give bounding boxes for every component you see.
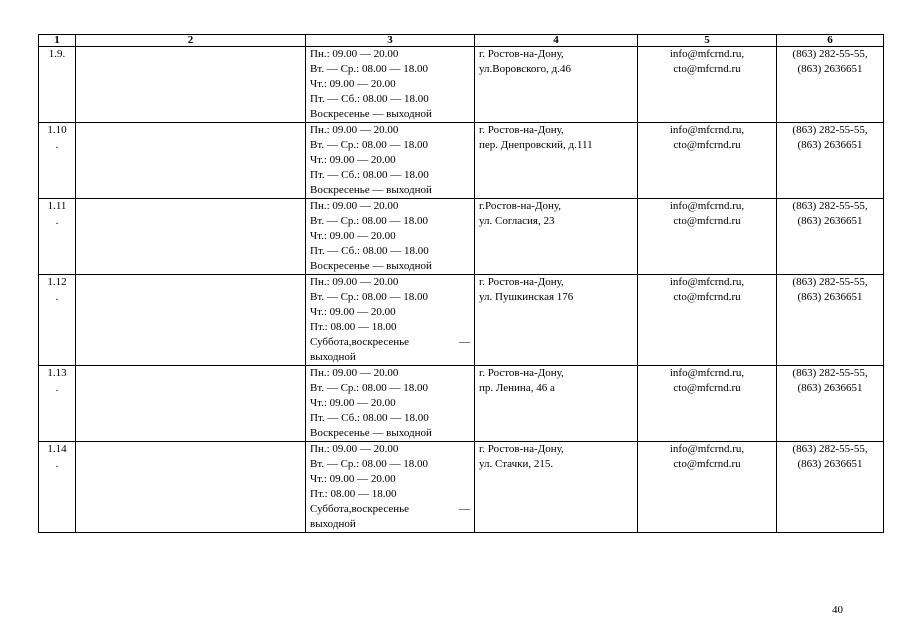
row-number-cell (39, 123, 76, 199)
email-cell (638, 275, 777, 366)
header-row (39, 35, 884, 47)
schedule-line: Чт.: 09.00 — 20.00 (310, 473, 396, 485)
row-number: . (55, 382, 59, 394)
phone-line: (863) 2636651 (797, 139, 863, 151)
column-header-5: 5 (638, 35, 777, 47)
email-line: info@mfcrnd.ru, (669, 48, 745, 60)
schedule-cell (306, 366, 475, 442)
column-header-1: 1 (39, 35, 76, 47)
address-line: г. Ростов-на-Дону, (479, 124, 564, 136)
table-row (39, 366, 884, 442)
row-number: 1.10 (47, 124, 67, 136)
address-cell (475, 123, 638, 199)
row-number: 1.9. (48, 48, 66, 60)
row-number: . (55, 215, 59, 227)
offices-table (38, 34, 884, 533)
phone-cell (777, 123, 884, 199)
schedule-line: Пн.: 09.00 — 20.00 (310, 367, 399, 379)
phone-line: (863) 282-55-55, (792, 276, 868, 288)
column-header-4: 4 (475, 35, 638, 47)
schedule-line: Чт.: 09.00 — 20.00 (310, 154, 396, 166)
address-line: ул.Воровского, д.46 (479, 63, 571, 75)
schedule-line: Пн.: 09.00 — 20.00 (310, 276, 399, 288)
table-row (39, 442, 884, 533)
email-cell (638, 442, 777, 533)
table-body (39, 47, 884, 533)
phone-line: (863) 2636651 (797, 291, 863, 303)
name-cell (76, 199, 306, 275)
schedule-line: Вт. — Ср.: 08.00 — 18.00 (310, 291, 428, 303)
address-line: г. Ростов-на-Дону, (479, 443, 564, 455)
schedule-line: Вт. — Ср.: 08.00 — 18.00 (310, 458, 428, 470)
schedule-line: Чт.: 09.00 — 20.00 (310, 306, 396, 318)
table-row (39, 275, 884, 366)
phone-line: (863) 2636651 (797, 458, 863, 470)
column-header-2: 2 (76, 35, 306, 47)
row-number-cell (39, 47, 76, 123)
address-line: ул. Стачки, 215. (479, 458, 554, 470)
schedule-text: Суббота,воскресенье (310, 336, 409, 348)
schedule-line: Пн.: 09.00 — 20.00 (310, 200, 399, 212)
address-cell (475, 47, 638, 123)
schedule-line: Воскресенье — выходной (310, 108, 432, 120)
row-number: 1.12 (47, 276, 67, 288)
schedule-line: Пн.: 09.00 — 20.00 (310, 443, 399, 455)
email-line: cto@mfcrnd.ru (673, 63, 741, 75)
schedule-line: Пт. — Сб.: 08.00 — 18.00 (310, 245, 429, 257)
email-line: cto@mfcrnd.ru (673, 139, 741, 151)
phone-cell (777, 366, 884, 442)
name-cell (76, 47, 306, 123)
row-number: 1.14 (47, 443, 67, 455)
email-line: cto@mfcrnd.ru (673, 215, 741, 227)
schedule-line: Пн.: 09.00 — 20.00 (310, 124, 399, 136)
address-line: пр. Ленина, 46 а (479, 382, 555, 394)
schedule-line: Пт. — Сб.: 08.00 — 18.00 (310, 412, 429, 424)
table-row (39, 47, 884, 123)
email-line: cto@mfcrnd.ru (673, 382, 741, 394)
row-number: 1.13 (47, 367, 67, 379)
schedule-cell (306, 275, 475, 366)
name-cell (76, 366, 306, 442)
phone-cell (777, 199, 884, 275)
table-row (39, 123, 884, 199)
row-number-cell (39, 366, 76, 442)
schedule-line: Вт. — Ср.: 08.00 — 18.00 (310, 382, 428, 394)
column-header-3: 3 (306, 35, 475, 47)
address-line: г. Ростов-на-Дону, (479, 367, 564, 379)
row-number: . (55, 139, 59, 151)
schedule-text: Суббота,воскресенье (310, 503, 409, 515)
phone-cell (777, 275, 884, 366)
email-line: info@mfcrnd.ru, (669, 367, 745, 379)
schedule-line: Чт.: 09.00 — 20.00 (310, 230, 396, 242)
schedule-line: Пт. — Сб.: 08.00 — 18.00 (310, 169, 429, 181)
phone-line: (863) 282-55-55, (792, 443, 868, 455)
phone-line: (863) 2636651 (797, 382, 863, 394)
address-line: ул. Согласия, 23 (479, 215, 555, 227)
phone-line: (863) 2636651 (797, 215, 863, 227)
page-number: 40 (832, 604, 843, 616)
schedule-line: Вт. — Ср.: 08.00 — 18.00 (310, 63, 428, 75)
schedule-cell (306, 123, 475, 199)
column-header-6: 6 (777, 35, 884, 47)
name-cell (76, 275, 306, 366)
email-cell (638, 199, 777, 275)
phone-line: (863) 282-55-55, (792, 367, 868, 379)
email-cell (638, 47, 777, 123)
schedule-line: Воскресенье — выходной (310, 184, 432, 196)
schedule-line: Пн.: 09.00 — 20.00 (310, 48, 399, 60)
row-number: . (55, 458, 59, 470)
schedule-dash: — (459, 336, 470, 348)
schedule-line: Пт. — Сб.: 08.00 — 18.00 (310, 93, 429, 105)
schedule-dash: — (459, 503, 470, 515)
email-line: info@mfcrnd.ru, (669, 276, 745, 288)
schedule-line: Воскресенье — выходной (310, 260, 432, 272)
schedule-line: Пт.: 08.00 — 18.00 (310, 488, 397, 500)
address-line: г.Ростов-на-Дону, (479, 200, 562, 212)
address-line: пер. Днепровский, д.111 (479, 139, 593, 151)
phone-line: (863) 2636651 (797, 63, 863, 75)
schedule-line: выходной (310, 518, 356, 530)
address-line: г. Ростов-на-Дону, (479, 48, 564, 60)
schedule-line (310, 335, 470, 350)
email-line: cto@mfcrnd.ru (673, 458, 741, 470)
email-line: info@mfcrnd.ru, (669, 443, 745, 455)
address-cell (475, 275, 638, 366)
schedule-line: выходной (310, 351, 356, 363)
phone-line: (863) 282-55-55, (792, 200, 868, 212)
row-number: 1.11 (47, 200, 67, 212)
email-line: info@mfcrnd.ru, (669, 124, 745, 136)
name-cell (76, 442, 306, 533)
phone-cell (777, 47, 884, 123)
email-line: cto@mfcrnd.ru (673, 291, 741, 303)
address-cell (475, 199, 638, 275)
phone-line: (863) 282-55-55, (792, 48, 868, 60)
schedule-line: Чт.: 09.00 — 20.00 (310, 397, 396, 409)
schedule-cell (306, 442, 475, 533)
phone-cell (777, 442, 884, 533)
schedule-cell (306, 199, 475, 275)
address-cell (475, 442, 638, 533)
name-cell (76, 123, 306, 199)
schedule-line: Пт.: 08.00 — 18.00 (310, 321, 397, 333)
schedule-line: Чт.: 09.00 — 20.00 (310, 78, 396, 90)
address-line: г. Ростов-на-Дону, (479, 276, 564, 288)
phone-line: (863) 282-55-55, (792, 124, 868, 136)
table-row (39, 199, 884, 275)
email-cell (638, 366, 777, 442)
row-number-cell (39, 275, 76, 366)
schedule-cell (306, 47, 475, 123)
row-number: . (55, 291, 59, 303)
row-number-cell (39, 442, 76, 533)
address-cell (475, 366, 638, 442)
schedule-line: Вт. — Ср.: 08.00 — 18.00 (310, 215, 428, 227)
schedule-line: Вт. — Ср.: 08.00 — 18.00 (310, 139, 428, 151)
address-line: ул. Пушкинская 176 (479, 291, 574, 303)
schedule-line (310, 502, 470, 517)
email-cell (638, 123, 777, 199)
row-number-cell (39, 199, 76, 275)
email-line: info@mfcrnd.ru, (669, 200, 745, 212)
schedule-line: Воскресенье — выходной (310, 427, 432, 439)
